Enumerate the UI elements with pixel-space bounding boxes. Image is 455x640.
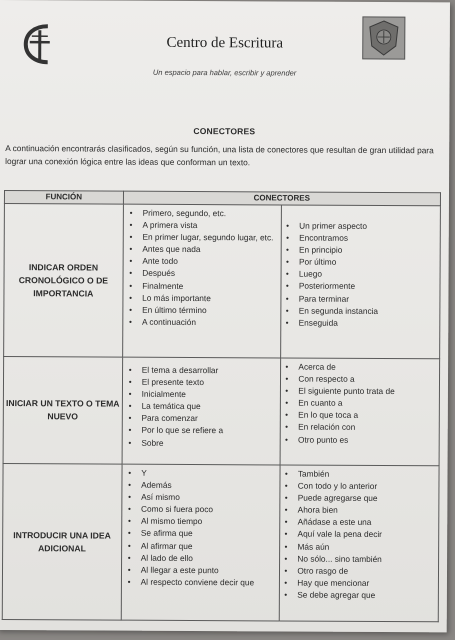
table-row — [4, 204, 441, 359]
list-item: • Otro punto es — [285, 433, 435, 446]
list-item: • Por último — [286, 256, 436, 269]
list-item: • También — [285, 467, 435, 480]
list-item: • El tema a desarrollar — [129, 364, 277, 377]
list-item: • Posteriormente — [286, 280, 436, 293]
header-title: Centro de Escritura — [166, 34, 284, 52]
list-item: • A primera vista — [129, 219, 277, 232]
list-item: • Añádase a este una — [285, 516, 435, 529]
list-item: • Con todo y lo anterior — [285, 480, 435, 493]
list-item: • Al lado de ello — [128, 551, 276, 564]
list-item: • Un primer aspecto — [286, 220, 436, 233]
connector-list — [281, 358, 439, 447]
function-cell: INDICAR ORDEN CRONOLÓGICO O DE IMPORTANCIA — [4, 204, 124, 358]
list-item: • Y — [128, 467, 276, 480]
list-item: • El siguiente punto trata de — [285, 385, 435, 398]
list-item: • Después — [129, 267, 277, 280]
list-item: • La temática que — [129, 400, 277, 413]
list-item: • Al llegar a este punto — [128, 563, 276, 576]
list-item: • Más aún — [284, 540, 434, 553]
header-funcion: FUNCIÓN — [4, 191, 123, 205]
intro-paragraph: A continuación encontrarás clasificados, según su función, una lista de conectores que resultan de gran utilidad para lograr una conexión lógica entre las ideas que conforman un texto. — [5, 143, 434, 168]
header-subtitle: Un espacio para hablar, escribir y aprender — [152, 67, 297, 78]
list-item: • El presente texto — [129, 376, 277, 389]
list-item: • Hay que mencionar — [284, 576, 434, 589]
list-item: • Se debe agregar que — [284, 588, 434, 601]
list-item: • No sólo... sino también — [284, 552, 434, 565]
function-cell: INICIAR UN TEXTO O TEMA NUEVO — [3, 357, 122, 465]
list-item: • Lo más importante — [129, 291, 277, 304]
list-item: • Primero, segundo, etc. — [130, 207, 278, 220]
list-item: • En relación con — [285, 421, 435, 434]
connector-list — [282, 205, 440, 331]
list-item: • Finalmente — [129, 279, 277, 292]
list-item: • En lo que toca a — [285, 409, 435, 422]
list-item: • Inicialmente — [129, 388, 277, 401]
list-item: • Para comenzar — [128, 412, 276, 425]
list-item: • Enseguida — [286, 316, 436, 329]
list-item: • Puede agregarse que — [285, 492, 435, 505]
list-item: • Sobre — [128, 436, 276, 449]
list-item: • Luego — [286, 268, 436, 281]
list-item: • Así mismo — [128, 491, 276, 504]
list-item: • Ante todo — [129, 255, 277, 268]
connector-list — [122, 358, 280, 451]
table-row — [3, 357, 440, 466]
list-item: • Al mismo tiempo — [128, 515, 276, 528]
connector-list — [122, 465, 280, 591]
table-row — [2, 464, 439, 622]
connectors-table — [2, 190, 441, 622]
list-item: • Para terminar — [286, 292, 436, 305]
list-item: • Aquí vale la pena decir — [285, 528, 435, 541]
list-item: • Además — [128, 479, 276, 492]
header-conectores: CONECTORES — [123, 191, 440, 206]
list-item: • En segunda instancia — [286, 304, 436, 317]
section-title: CONECTORES — [193, 126, 256, 137]
list-item: • Acerca de — [285, 360, 435, 373]
list-item: • Con respecto a — [285, 373, 435, 386]
list-item: • Al respecto conviene decir que — [128, 576, 276, 589]
list-item: • Por lo que se refiere a — [128, 424, 276, 437]
list-item: • Otro rasgo de — [284, 564, 434, 577]
list-item: • Encontramos — [286, 232, 436, 245]
connector-list — [123, 205, 281, 331]
list-item: • En cuanto a — [285, 397, 435, 410]
list-item: • Como si fuera poco — [128, 503, 276, 516]
function-cell: INTRODUCIR UNA IDEA ADICIONAL — [2, 464, 122, 621]
university-seal-icon — [362, 16, 406, 60]
list-item: • En principio — [286, 244, 436, 257]
list-item: • Al afirmar que — [128, 539, 276, 552]
list-item: • En primer lugar, segundo lugar, etc. — [129, 231, 277, 244]
list-item: • En último término — [129, 303, 277, 316]
list-item: • Se afirma que — [128, 527, 276, 540]
list-item: • Antes que nada — [129, 243, 277, 256]
list-item: • Ahora bien — [285, 504, 435, 517]
list-item: • A continuación — [129, 316, 277, 329]
connector-list — [280, 465, 438, 603]
